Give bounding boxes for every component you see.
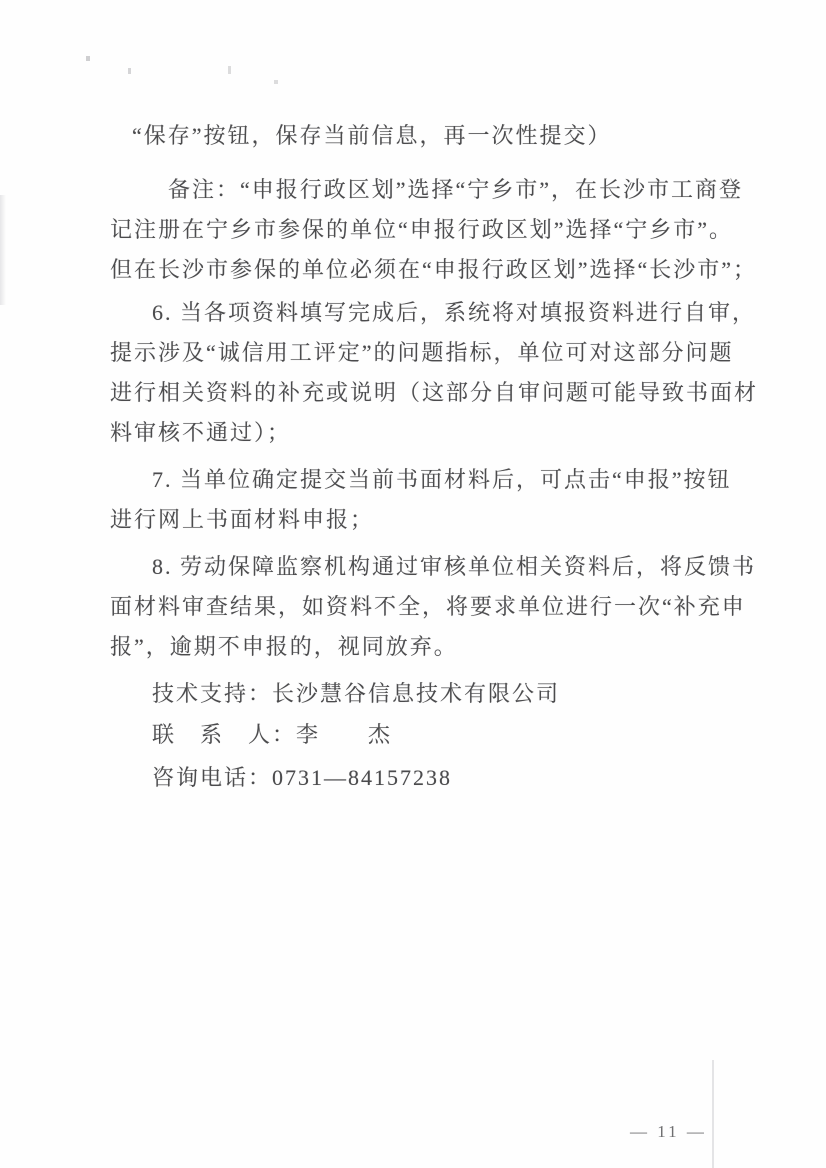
text-line-item-7: 7. 当单位确定提交当前书面材料后，可点击“申报”按钮	[152, 467, 732, 492]
scan-artifact	[86, 56, 90, 61]
text-line: 面材料审查结果，如资料不全，将要求单位进行一次“补充申	[110, 594, 746, 619]
document-body	[110, 116, 759, 798]
text-line: 报”，逾期不申报的，视同放弃。	[110, 634, 458, 659]
page-number: — 11 —	[630, 1122, 707, 1141]
scan-artifact	[712, 1060, 714, 1168]
text-line: 记注册在宁乡市参保的单位“申报行政区划”选择“宁乡市”。	[110, 217, 734, 242]
scan-artifact	[128, 68, 131, 74]
text-line: 进行网上书面材料申报；	[110, 507, 375, 532]
scan-artifact	[274, 80, 278, 84]
text-line-phone: 咨询电话：0731—84157238	[152, 765, 453, 790]
text-line-contact-person: 联 系 人：李 杰	[152, 722, 393, 747]
text-line: “保存”按钮，保存当前信息，再一次性提交）	[132, 123, 612, 148]
text-line: 但在长沙市参保的单位必须在“申报行政区划”选择“长沙市”；	[110, 257, 758, 282]
text-line: 进行相关资料的补充或说明（这部分自审问题可能导致书面材	[110, 380, 759, 405]
scan-artifact	[0, 195, 6, 305]
scan-artifact	[228, 66, 231, 74]
text-line: 提示涉及“诚信用工评定”的问题指标，单位可对这部分问题	[110, 340, 734, 365]
text-line-item-6: 6. 当各项资料填写完成后，系统将对填报资料进行自审，	[152, 300, 757, 325]
text-line-tech-support: 技术支持：长沙慧谷信息技术有限公司	[152, 681, 561, 706]
text-line-note-start: 备注：“申报行政区划”选择“宁乡市”，在长沙市工商登	[168, 177, 744, 202]
text-line: 料审核不通过）；	[110, 420, 292, 445]
text-line-item-8: 8. 劳动保障监察机构通过审核单位相关资料后，将反馈书	[152, 554, 757, 579]
